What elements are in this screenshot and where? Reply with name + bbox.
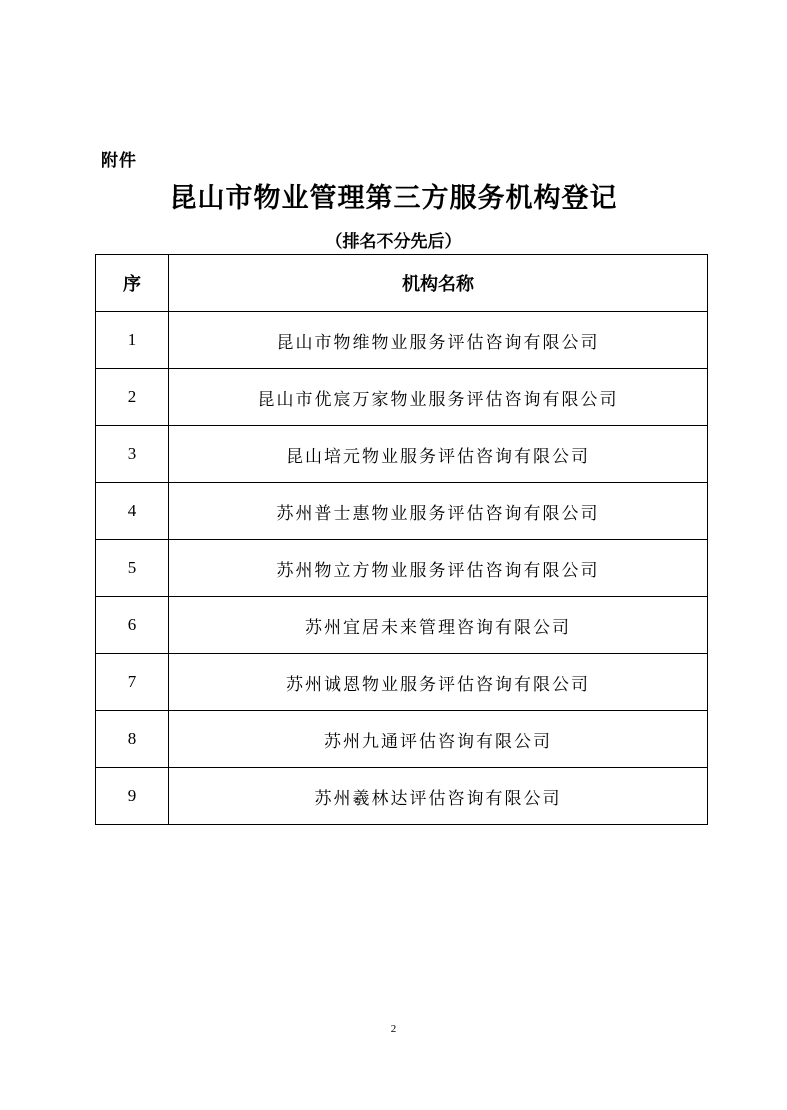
registry-table (95, 254, 708, 825)
row-number: 1 (96, 312, 169, 369)
table-row (96, 369, 708, 426)
institution-name: 苏州诚恩物业服务评估咨询有限公司 (169, 654, 708, 711)
row-number: 8 (96, 711, 169, 768)
table-header-row (96, 255, 708, 312)
institution-name: 苏州普士惠物业服务评估咨询有限公司 (169, 483, 708, 540)
row-number: 6 (96, 597, 169, 654)
row-number: 2 (96, 369, 169, 426)
table-row (96, 597, 708, 654)
institution-name: 昆山市优宸万家物业服务评估咨询有限公司 (169, 369, 708, 426)
column-header-number: 序 (96, 255, 169, 312)
row-number: 7 (96, 654, 169, 711)
institution-name: 苏州物立方物业服务评估咨询有限公司 (169, 540, 708, 597)
row-number: 9 (96, 768, 169, 825)
institution-name: 昆山培元物业服务评估咨询有限公司 (169, 426, 708, 483)
page-number: 2 (390, 1023, 397, 1035)
table-row (96, 540, 708, 597)
table-row (96, 426, 708, 483)
table-row (96, 711, 708, 768)
row-number: 4 (96, 483, 169, 540)
institution-name: 苏州宜居未来管理咨询有限公司 (169, 597, 708, 654)
institution-name: 苏州羲林达评估咨询有限公司 (169, 768, 708, 825)
table-row (96, 654, 708, 711)
row-number: 5 (96, 540, 169, 597)
table-row (96, 483, 708, 540)
document-title: 昆山市物业管理第三方服务机构登记 (169, 183, 618, 214)
table-row (96, 768, 708, 825)
column-header-name: 机构名称 (169, 255, 708, 312)
table-row (96, 312, 708, 369)
institution-name: 苏州九通评估咨询有限公司 (169, 711, 708, 768)
row-number: 3 (96, 426, 169, 483)
institution-name: 昆山市物维物业服务评估咨询有限公司 (169, 312, 708, 369)
document-subtitle: （排名不分先后） (325, 232, 462, 252)
attachment-label: 附件 (101, 151, 137, 171)
